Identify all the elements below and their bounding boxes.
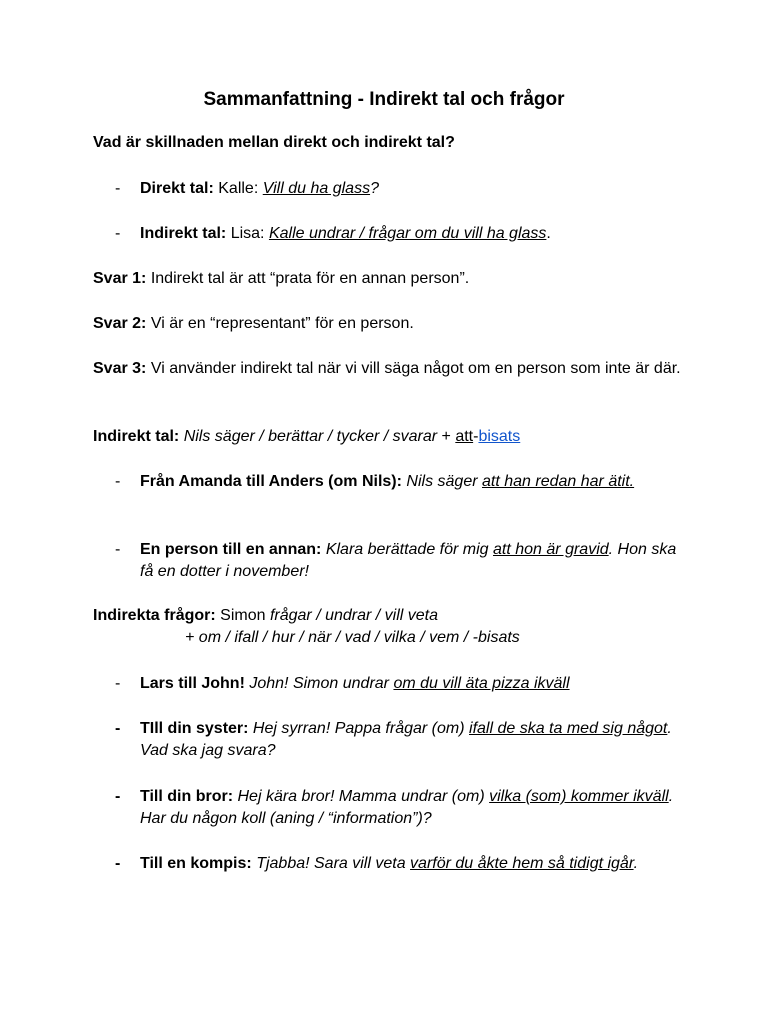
- rule-verbs: Nils säger / berättar / tycker / svarar: [183, 428, 438, 445]
- answer-label: Svar 1:: [93, 270, 147, 287]
- example-lead: Klara berättade för mig: [325, 541, 489, 558]
- questions-line2: + om / ifall / hur / när / vad / vilka / vem / -bisats: [185, 629, 520, 646]
- indirect-rule: [93, 426, 683, 448]
- example-label: Från Amanda till Anders (om Nils):: [140, 473, 402, 490]
- example-lead: Nils säger: [406, 473, 478, 490]
- list-item-text: [140, 786, 685, 830]
- list-item-indirect: [115, 223, 685, 245]
- direct-end: ?: [370, 180, 379, 197]
- indirect-end: .: [546, 225, 551, 242]
- question-rest: . Vad ska jag svara?: [140, 720, 672, 759]
- list-dash: -: [115, 541, 121, 558]
- answer-text: Indirekt tal är att “prata för en annan person”.: [150, 270, 470, 287]
- list-item-question-2: [115, 718, 685, 762]
- answer-3: [93, 358, 683, 380]
- question-lead: John! Simon undrar: [249, 675, 389, 692]
- list-item-text: [140, 223, 685, 245]
- question-clause: om du vill äta pizza ikväll: [393, 675, 570, 692]
- question-clause: ifall de ska ta med sig något: [469, 720, 668, 737]
- example-clause: att han redan har ätit.: [482, 473, 635, 490]
- questions-rule-line-1: [93, 605, 683, 627]
- list-item-question-1: [115, 673, 685, 695]
- question-label: TIll din syster:: [140, 720, 249, 737]
- list-item-question-4: [115, 853, 685, 875]
- list-dash: -: [115, 225, 121, 242]
- question-label: Till en kompis:: [140, 855, 252, 872]
- question-label: Till din bror:: [140, 788, 234, 805]
- rule-att: att: [455, 428, 474, 445]
- list-dash: -: [115, 473, 121, 490]
- rule-dash: -: [473, 428, 479, 445]
- rule-label: Indirekt tal:: [93, 428, 180, 445]
- answer-label: Svar 2:: [93, 315, 147, 332]
- direct-label: Direkt tal:: [140, 180, 214, 197]
- answer-label: Svar 3:: [93, 360, 147, 377]
- questions-speaker: Simon: [220, 607, 266, 624]
- answer-text: Vi använder indirekt tal när vi vill säga något om en person som inte är där.: [150, 360, 681, 377]
- indirect-label: Indirekt tal:: [140, 225, 227, 242]
- questions-rule-line-2: [93, 627, 683, 649]
- question-heading: [93, 132, 683, 154]
- question-text: Vad är skillnaden mellan direkt och indirekt tal?: [93, 134, 455, 151]
- indirect-speaker: Lisa:: [230, 225, 265, 242]
- list-dash: -: [115, 675, 121, 692]
- indirect-quote: Kalle undrar / frågar om du vill ha glass: [268, 225, 547, 242]
- rule-plus: +: [437, 428, 456, 445]
- list-item-text: [140, 853, 685, 875]
- answer-1: [93, 268, 683, 290]
- example-rest: . Hon ska få en dotter i november!: [140, 541, 677, 580]
- list-item-text: [140, 539, 685, 583]
- list-item-direct: [115, 178, 685, 200]
- question-clause: varför du åkte hem så tidigt igår: [410, 855, 634, 872]
- questions-label: Indirekta frågor:: [93, 607, 216, 624]
- question-label: Lars till John!: [140, 675, 245, 692]
- bisats-link[interactable]: bisats: [478, 428, 521, 445]
- list-item-text: [140, 178, 685, 200]
- list-dash: -: [115, 180, 121, 197]
- list-item-example-2: [115, 539, 685, 583]
- list-item-text: [140, 471, 685, 493]
- example-label: En person till en annan:: [140, 541, 322, 558]
- answer-2: [93, 313, 683, 335]
- list-item-question-3: [115, 786, 685, 830]
- question-lead: Tjabba! Sara vill veta: [256, 855, 406, 872]
- questions-rule: [93, 605, 683, 649]
- list-item-text: [140, 718, 685, 762]
- question-lead: Hej syrran! Pappa frågar (om): [252, 720, 465, 737]
- question-lead: Hej kära bror! Mamma undrar (om): [237, 788, 485, 805]
- question-rest: .: [633, 855, 639, 872]
- list-item-text: [140, 673, 685, 695]
- list-dash: -: [115, 720, 121, 737]
- question-rest: . Har du någon koll (aning / “information”)?: [140, 788, 674, 827]
- list-dash: -: [115, 788, 121, 805]
- list-dash: -: [115, 855, 121, 872]
- direct-quote: Vill du ha glass: [262, 180, 371, 197]
- answer-text: Vi är en “representant” för en person.: [150, 315, 414, 332]
- page-title: Sammanfattning - Indirekt tal och frågor: [203, 89, 565, 110]
- questions-verbs: frågar / undrar / vill veta: [269, 607, 439, 624]
- list-item-example-1: [115, 471, 685, 493]
- example-clause: att hon är gravid: [493, 541, 609, 558]
- question-clause: vilka (som) kommer ikväll: [489, 788, 669, 805]
- direct-speaker: Kalle:: [218, 180, 259, 197]
